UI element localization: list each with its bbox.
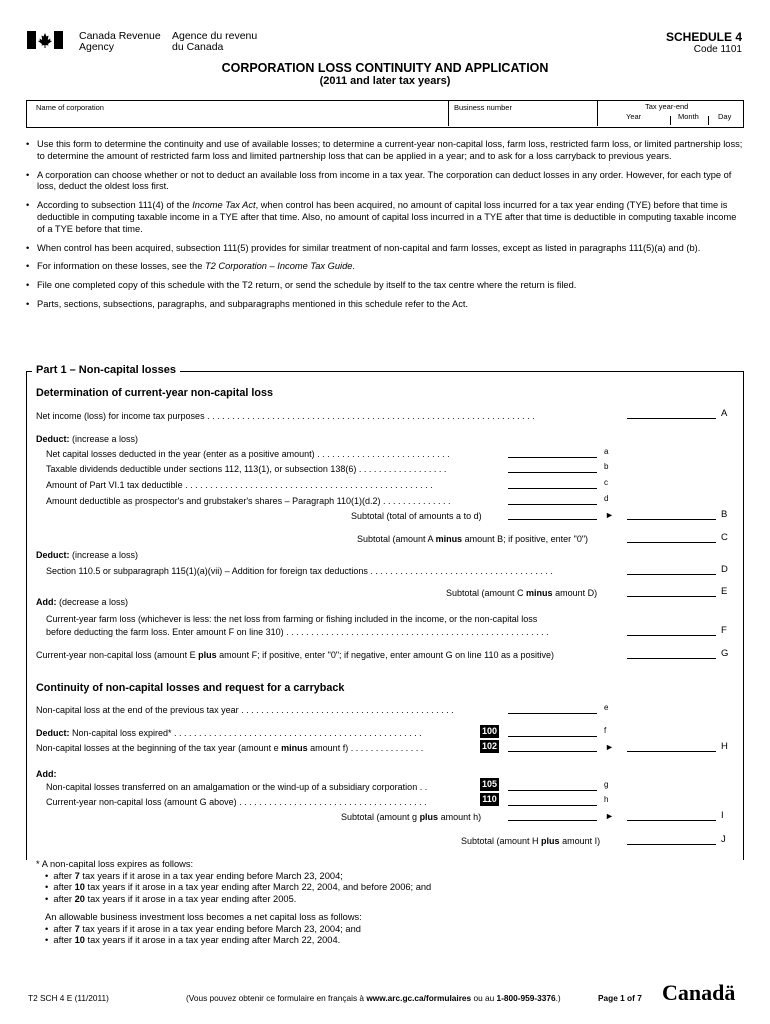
business-number-label: Business number	[454, 103, 512, 112]
day-label: Day	[718, 112, 732, 121]
agency-name-en	[79, 31, 161, 53]
letter-b: b	[604, 462, 609, 471]
amount-f-input[interactable]	[508, 736, 597, 737]
letter-G: G	[721, 648, 729, 659]
amount-A-input[interactable]	[627, 418, 716, 419]
subtotal-ad-label: Subtotal (total of amounts a to d)	[351, 511, 482, 521]
amount-102-input[interactable]	[508, 751, 597, 752]
letter-g: g	[604, 780, 609, 789]
amount-d-input[interactable]	[508, 504, 597, 505]
letter-d: d	[604, 494, 609, 503]
year-label: Year	[626, 112, 642, 121]
amount-g-input[interactable]	[508, 790, 597, 791]
subtotal-ad-input[interactable]	[508, 519, 597, 520]
letter-F: F	[721, 625, 727, 636]
letter-J: J	[721, 834, 726, 845]
line-b-label: Taxable dividends deductible under sections 112, 113(1), or subsection 138(6) . . . . . . . . . . . . . . . . . .	[46, 464, 447, 474]
instruction-item: • Parts, sections, subsections, paragraphs, and subparagraphs mentioned in this schedule refer to the Act.	[26, 299, 744, 311]
footnote-item: • after 7 tax years if it arose in a tax year ending before March 23, 2004; and	[45, 923, 361, 934]
canada-flag-icon	[27, 31, 63, 49]
footnote-item: • after 10 tax years if it arose in a tax year ending after March 22, 2004.	[45, 935, 341, 945]
line-c-label: Amount of Part VI.1 tax deductible . . . . . . . . . . . . . . . . . . . . . . . . . . . . . . . . . . . . . . . . . . . . . . . . . .	[46, 480, 433, 490]
arrow-right-icon: ►	[605, 510, 614, 520]
amount-b-input[interactable]	[508, 472, 597, 473]
canada-wordmark: Canadä	[662, 980, 736, 1005]
letter-H: H	[721, 741, 728, 752]
letter-B: B	[721, 509, 728, 520]
letter-D: D	[721, 564, 728, 575]
instruction-item: • When control has been acquired, subsection 111(5) provides for similar treatment of non-capital and farm losses, except as listed in paragraphs 111(5)(a) and (b).	[26, 243, 744, 255]
line-code-110: 110	[480, 793, 499, 806]
letter-E: E	[721, 586, 728, 597]
amount-G-input[interactable]	[627, 658, 716, 659]
amount-I-input[interactable]	[627, 820, 716, 821]
instruction-item: • Use this form to determine the continuity and use of available losses; to determine a current-year non-capital loss, farm loss, restricted farm loss, or limited partnership loss; to determine the amount of restricted farm loss and limited partnership loss that can be applied in a year; and to ask for a loss carryback to previous years.	[26, 139, 744, 163]
corporation-name-input[interactable]	[28, 113, 446, 125]
line-G-label: Current-year non-capital loss (amount E plus amount F; if positive, enter "0"; if negative, enter amount G on line 110 as a positive)	[36, 650, 554, 660]
line-code-105: 105	[481, 779, 498, 789]
line-f-label: Deduct: Non-capital loss expired* . . . . . . . . . . . . . . . . . . . . . . . . . . . . . . . . . . . . . . . . . . . . . . . . . .	[36, 728, 422, 738]
id-divider	[597, 100, 598, 126]
letter-h: h	[604, 795, 609, 804]
amount-D-input[interactable]	[627, 574, 716, 575]
amount-B-input[interactable]	[627, 519, 716, 520]
line-H-label: Non-capital losses at the beginning of the tax year (amount e minus amount f) . . . . . . . . . . . . . . .	[36, 743, 424, 753]
deduct2-heading: Deduct: (increase a loss)	[36, 550, 139, 560]
agency-en-line1: Canada Revenue	[79, 30, 161, 42]
part1-title: Part 1 – Non-capital losses	[32, 364, 180, 376]
footnote-item: • after 7 tax years if it arose in a tax year ending before March 23, 2004;	[45, 870, 343, 881]
footnote-item: • after 20 tax years if it arose in a tax year ending after 2005.	[45, 893, 297, 904]
letter-A: A	[721, 408, 728, 419]
subtotal-j-label: Subtotal (amount H plus amount I)	[461, 836, 601, 846]
form-code: Code 1101	[693, 44, 742, 55]
agency-fr-line2: du Canada	[172, 41, 224, 53]
line-F-label-1: Current-year farm loss (whichever is less: the net loss from farming or fishing included in the income, or the non-capital loss	[46, 614, 538, 624]
tax-year-end-label: Tax year-end	[645, 102, 689, 111]
amount-a-input[interactable]	[508, 457, 597, 458]
section-heading-continuity: Continuity of non-capital losses and request for a carryback	[36, 682, 345, 694]
arrow-right-icon: ►	[605, 742, 614, 752]
month-label: Month	[678, 112, 699, 121]
line-e-label: Non-capital loss at the end of the previous tax year . . . . . . . . . . . . . . . . . . . . . . . . . . . . . . . . . . . . . . . . . . .	[36, 705, 454, 715]
line-code-100: 100	[481, 726, 498, 736]
line-D-label: Section 110.5 or subparagraph 115(1)(a)(vii) – Addition for foreign tax deductions . . . . . . . . . . . . . . . . . . . . . . . . . . . . . . . . . . . . .	[46, 566, 553, 576]
instruction-item: • File one completed copy of this schedule with the T2 return, or send the schedule by itself to the tax centre where the return is filed.	[26, 280, 744, 292]
net-income-label: Net income (loss) for income tax purposes . . . . . . . . . . . . . . . . . . . . . . . . . . . . . . . . . . . . . . . . . . . . . . . . . . . . . . . . . . . . . . . . . .	[36, 411, 535, 421]
instruction-item: • A corporation can choose whether or not to deduct an available loss from income in a tax year. The corporation can deduct losses in any order. However, for each type of loss, deduct the oldest loss first.	[26, 170, 744, 194]
letter-e: e	[604, 703, 609, 712]
agency-en-line2: Agency	[79, 41, 115, 53]
amount-e-input[interactable]	[508, 713, 597, 714]
footnote-block	[36, 859, 431, 947]
agency-name-fr	[172, 31, 257, 53]
amount-h-input[interactable]	[508, 805, 597, 806]
line-d-label: Amount deductible as prospector's and grubstaker's shares – Paragraph 110(1)(d.2) . . . . . . . . . . . . . .	[46, 496, 451, 506]
section-heading-determination: Determination of current-year non-capital loss	[36, 387, 273, 399]
footnote-intro2: An allowable business investment loss becomes a net capital loss as follows:	[45, 912, 362, 922]
corporation-name-label: Name of corporation	[36, 103, 104, 112]
footnote-intro: * A non-capital loss expires as follows:	[36, 859, 194, 869]
business-number-input[interactable]	[450, 113, 595, 125]
deduct-heading: Deduct: (increase a loss)	[36, 434, 139, 444]
instruction-item: • For information on these losses, see the T2 Corporation – Income Tax Guide.	[26, 261, 744, 273]
amount-H-input[interactable]	[627, 751, 716, 752]
subtotal-c-label: Subtotal (amount A minus amount B; if positive, enter "0")	[357, 534, 589, 544]
subtotal-gh-input[interactable]	[508, 820, 597, 821]
amount-c-input[interactable]	[508, 488, 597, 489]
subtotal-e-label: Subtotal (amount C minus amount D)	[446, 588, 598, 598]
letter-C: C	[721, 532, 728, 543]
letter-f: f	[604, 726, 607, 735]
agency-fr-line1: Agence du revenu	[172, 30, 258, 42]
subtotal-i-label: Subtotal (amount g plus amount h)	[341, 812, 482, 822]
instructions-list	[26, 139, 744, 318]
add-heading: Add: (decrease a loss)	[36, 597, 129, 607]
instruction-item: • According to subsection 111(4) of the Income Tax Act, when control has been acquired, no amount of capital loss incurred for a tax year ending (TYE) before that time is deductible in computing taxable income in a TYE after that time. Also, no amount of capital loss incurred in a TYE after that time is deductible in computing taxable income of a TYE before that time.	[26, 200, 744, 235]
arrow-right-icon: ►	[605, 811, 614, 821]
id-divider	[448, 100, 449, 126]
letter-I: I	[721, 810, 724, 821]
french-availability-note: (Vous pouvez obtenir ce formulaire en français à www.arc.gc.ca/formulaires ou au 1-800-959-3376.)	[186, 993, 561, 1003]
footnote-item: • after 10 tax years if it arose in a tax year ending after March 22, 2004, and before 2006; and	[45, 882, 432, 892]
line-h-label: Current-year non-capital loss (amount G above) . . . . . . . . . . . . . . . . . . . . . . . . . . . . . . . . . . . . . .	[46, 797, 427, 807]
letter-a: a	[604, 447, 609, 456]
page-number: Page 1 of 7	[598, 993, 642, 1003]
line-a-label: Net capital losses deducted in the year (enter as a positive amount) . . . . . . . . . . . . . . . . . . . . . . . . . . .	[46, 449, 450, 459]
line-g-label: Non-capital losses transferred on an amalgamation or the wind-up of a subsidiary corporation . .	[46, 782, 428, 792]
amount-J-input[interactable]	[627, 844, 716, 845]
page-subtitle: (2011 and later tax years)	[319, 75, 451, 87]
form-identifier: T2 SCH 4 E (11/2011)	[28, 993, 109, 1003]
tax-year-end-input[interactable]	[600, 119, 738, 126]
line-code-102: 102	[481, 741, 498, 751]
page-title: CORPORATION LOSS CONTINUITY AND APPLICATION	[221, 61, 549, 75]
amount-F-input[interactable]	[627, 635, 716, 636]
letter-c: c	[604, 478, 608, 487]
line-F-label-2: before deducting the farm loss. Enter amount F on line 310) . . . . . . . . . . . . . . . . . . . . . . . . . . . . . . . . . . . . . . . . . . . . . . . . . . . . .	[46, 627, 549, 637]
amount-C-input[interactable]	[627, 542, 716, 543]
amount-E-input[interactable]	[627, 596, 716, 597]
add2-heading: Add:	[36, 769, 57, 779]
schedule-number: SCHEDULE 4	[665, 30, 742, 44]
